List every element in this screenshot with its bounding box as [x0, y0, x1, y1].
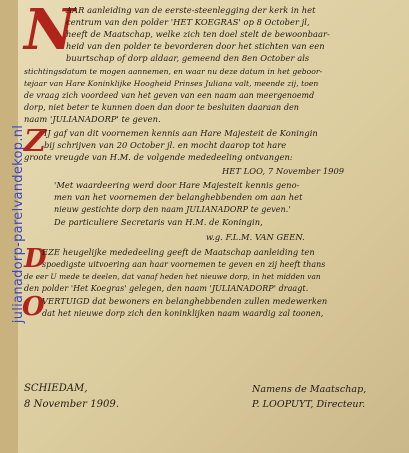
text-line: naam 'JULIANADORP' te geven. — [24, 114, 161, 124]
text-line: AAR aanleiding van de eerste-steenlegging der kerk in het — [66, 5, 316, 15]
text-line: de eer U mede te deelen, dat vanaf heden het nieuwe dorp, in het midden van — [24, 272, 321, 281]
text-line: groote vreugde van H.M. de volgende mededeeling ontvangen: — [24, 152, 293, 162]
drop-cap-z: Z — [24, 124, 46, 159]
text-line: centrum van den polder 'HET KOEGRAS' op 8 October jl, — [66, 17, 310, 27]
text-line: w.g. F.L.M. VAN GEEN. — [206, 232, 305, 242]
text-line: HET LOO, 7 November 1909 — [222, 166, 345, 176]
on-behalf: Namens de Maatschap, — [252, 384, 367, 395]
text-line: VERTUIGD dat bewoners en belanghebbenden zullen medewerken — [42, 296, 328, 306]
text-line: EZE heugelijke mededeeling geeft de Maatschap aanleiding ten — [42, 247, 315, 257]
text-line: heid van den polder te bevorderen door het stichten van een — [66, 41, 325, 51]
text-line: de vraag zich voordeed van het geven van een naam aan meergenoemd — [24, 91, 315, 100]
drop-cap-d: D — [24, 244, 47, 274]
text-line: buurtschap of dorp aldaar, gemeend den 8en October als — [66, 53, 310, 63]
text-line: De particuliere Secretaris van H.M. de Koningin, — [54, 217, 263, 227]
text-line: tejaar van Hare Koninklijke Hoogheid Prinses Juliana valt, meende zij, toen — [24, 79, 319, 88]
text-line: bij schrijven van 20 October jl. en mocht daarop tot hare — [44, 140, 287, 150]
drop-cap-o: O — [22, 292, 45, 322]
watermark: julianadorp-parelvandekop.nl — [11, 124, 26, 324]
text-line: IJ gaf van dit voornemen kennis aan Hare Majesteit de Koningin — [44, 128, 318, 138]
text-line: 'Met waardeering werd door Hare Majesteit kennis geno- — [54, 180, 300, 190]
text-line: stichtingsdatum te mogen aannemen, en waar nu deze datum in het geboor- — [24, 67, 323, 76]
drop-cap-n: N — [24, 0, 76, 63]
text-line: heeft de Maatschap, welke zich ten doel stelt de bewoonbaar- — [66, 29, 330, 39]
text-line: dorp, niet beter te kunnen doen dan door te besluiten daaraan den — [24, 103, 299, 112]
text-line: men van het voornemen der belanghebbenden om aan het — [54, 192, 303, 202]
text-line: spoedigste uitvoering aan haar voornemen te geven en zij heeft thans — [42, 260, 326, 269]
text-line: dat het nieuwe dorp zich den koninklijken naam waardig zal toonen, — [42, 309, 324, 318]
signatory: P. LOOPUYT, Directeur. — [252, 399, 366, 410]
date: 8 November 1909. — [24, 399, 120, 410]
text-line: nieuw gestichte dorp den naam JULIANADORP te geven.' — [54, 205, 291, 214]
place: SCHIEDAM, — [24, 383, 88, 394]
text-line: den polder 'Het Koegras' gelegen, den naam 'JULIANADORP' draagt. — [24, 284, 309, 293]
